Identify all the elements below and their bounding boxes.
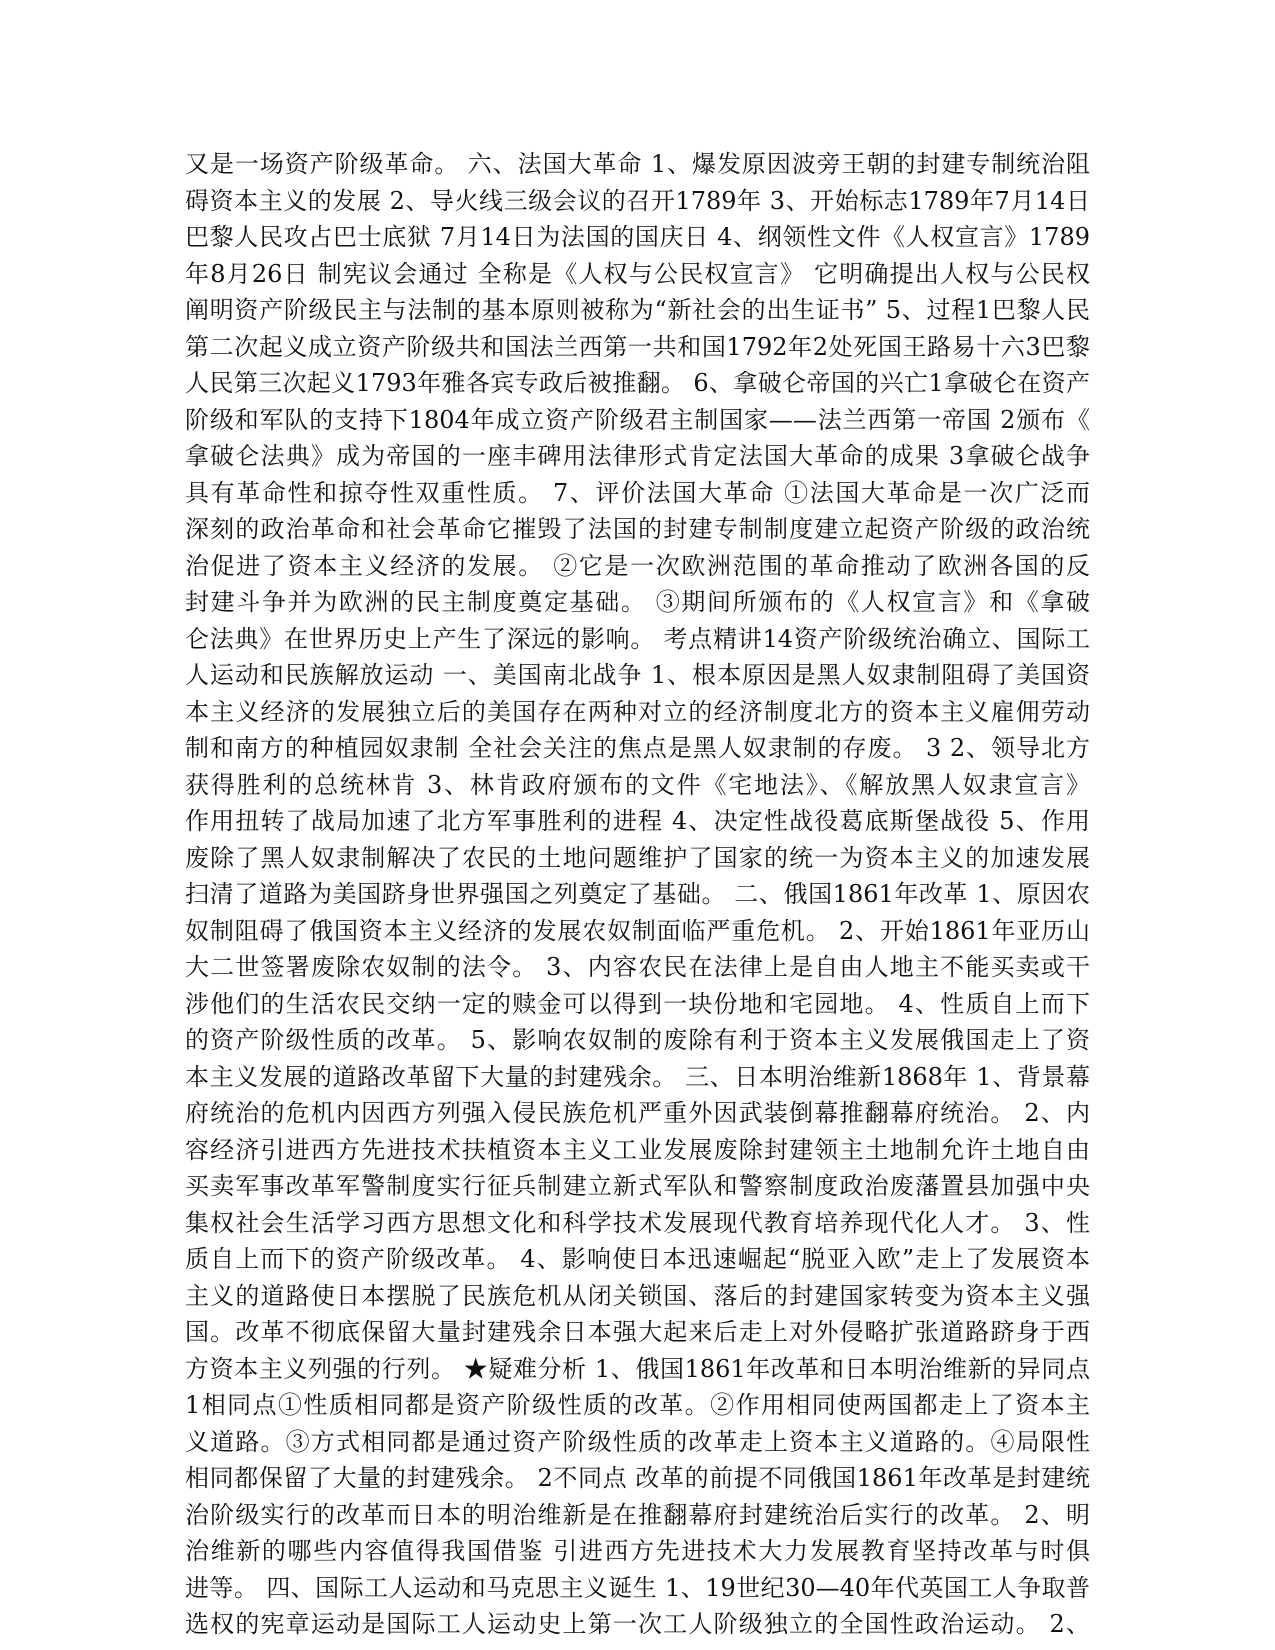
text-line: 本主义经济的发展独立后的美国存在两种对立的经济制度北方的资本主义雇佣劳动 [185,697,1090,726]
text-line: 府统治的危机内因西方列强入侵民族危机严重外因武装倒幕推翻幕府统治。 2、内 [185,1099,1090,1127]
text-line: 人民第三次起义1793年雅各宾专政后被推翻。 6、拿破仑帝国的兴亡1拿破仑在资产 [185,369,1090,397]
text-line: 的资产阶级性质的改革。 5、影响农奴制的废除有利于资本主义发展俄国走上了资 [185,1026,1090,1054]
text-line: 扫清了道路为美国跻身世界强国之列奠定了基础。 二、俄国1861年改革 1、原因农 [185,880,1090,908]
text-line: 碍资本主义的发展 2、导火线三级会议的召开1789年 3、开始标志1789年7月14日 [185,186,1090,215]
text-line: 方资本主义列强的行列。 ★疑难分析 1、俄国1861年改革和日本明治维新的异同点 [185,1354,1090,1383]
text-line: 年8月26日 制宪议会通过 全称是《人权与公民权宣言》 它明确提出人权与公民权 [185,259,1090,288]
text-line: 巴黎人民攻占巴士底狱 7月14日为法国的国庆日 4、纲领性文件《人权宣言》1789 [185,223,1090,251]
text-line: 选权的宪章运动是国际工人运动史上第一次工人阶级独立的全国性政治运动。 2、 [185,1610,1090,1638]
text-line: 人运动和民族解放运动 一、美国南北战争 1、根本原因是黑人奴隶制阻碍了美国资 [185,661,1090,689]
text-line: 集权社会生活学习西方思想文化和科学技术发展现代教育培养现代化人才。 3、性 [185,1208,1090,1237]
text-line: 治促进了资本主义经济的发展。 ②它是一次欧洲范围的革命推动了欧洲各国的反 [185,551,1090,580]
text-line: 相同都保留了大量的封建残余。 2不同点 改革的前提不同俄国1861年改革是封建统 [185,1464,1090,1492]
text-line: 阐明资产阶级民主与法制的基本原则被称为“新社会的出生证书” 5、过程1巴黎人民 [185,296,1090,324]
text-line: 进等。 四、国际工人运动和马克思主义诞生 1、19世纪30—40年代英国工人争取普 [185,1573,1090,1602]
text-line: 治维新的哪些内容值得我国借鉴 引进西方先进技术大力发展教育坚持改革与时俱 [185,1537,1090,1565]
text-line: 获得胜利的总统林肯 3、林肯政府颁布的文件《宅地法》、《解放黑人奴隶宣言》 [185,770,1090,799]
text-line: 容经济引进西方先进技术扶植资本主义工业发展废除封建领主土地制允许土地自由 [185,1135,1090,1164]
text-line: 买卖军事改革军警制度实行征兵制建立新式军队和警察制度政治废藩置县加强中央 [185,1172,1090,1200]
text-line: 废除了黑人奴隶制解决了农民的土地问题维护了国家的统一为资本主义的加速发展 [185,843,1090,872]
text-line: 涉他们的生活农民交纳一定的赎金可以得到一块份地和宅园地。 4、性质自上而下 [185,989,1090,1018]
text-line: 阶级和军队的支持下1804年成立资产阶级君主制国家——法兰西第一帝国 2颁布《 [185,405,1090,434]
text-line: 国。改革不彻底保留大量封建残余日本强大起来后走上对外侵略扩张道路跻身于西 [185,1318,1090,1346]
text-line: 制和南方的种植园奴隶制 全社会关注的焦点是黑人奴隶制的存废。 3 2、领导北方 [185,734,1090,762]
text-line: 主义的道路使日本摆脱了民族危机从闭关锁国、落后的封建国家转变为资本主义强 [185,1281,1090,1310]
text-line: 第二次起义成立资产阶级共和国法兰西第一共和国1792年2处死国王路易十六3巴黎 [185,332,1090,361]
text-line: 仑法典》在世界历史上产生了深远的影响。 考点精讲14资产阶级统治确立、国际工 [185,624,1090,653]
text-line: 大二世签署废除农奴制的法令。 3、内容农民在法律上是自由人地主不能买卖或干 [185,953,1090,981]
body-text [185,146,1090,1643]
text-line: 又是一场资产阶级革命。 六、法国大革命 1、爆发原因波旁王朝的封建专制统治阻 [185,150,1090,178]
text-line: 1相同点①性质相同都是资产阶级性质的改革。②作用相同使两国都走上了资本主 [185,1391,1090,1419]
text-line: 作用扭转了战局加速了北方军事胜利的进程 4、决定性战役葛底斯堡战役 5、作用 [185,807,1090,835]
text-line: 本主义发展的道路改革留下大量的封建残余。 三、日本明治维新1868年 1、背景幕 [185,1062,1090,1091]
text-line: 质自上而下的资产阶级改革。 4、影响使日本迅速崛起“脱亚入欧”走上了发展资本 [185,1245,1090,1273]
text-line: 治阶级实行的改革而日本的明治维新是在推翻幕府封建统治后实行的改革。 2、明 [185,1500,1090,1529]
text-line: 义道路。③方式相同都是通过资产阶级性质的改革走上资本主义道路的。④局限性 [185,1427,1090,1456]
text-line: 奴制阻碍了俄国资本主义经济的发展农奴制面临严重危机。 2、开始1861年亚历山 [185,916,1090,945]
text-line: 封建斗争并为欧洲的民主制度奠定基础。 ③期间所颁布的《人权宣言》和《拿破 [185,588,1090,616]
text-line: 拿破仑法典》成为帝国的一座丰碑用法律形式肯定法国大革命的成果 3拿破仑战争 [185,442,1090,470]
text-line: 深刻的政治革命和社会革命它摧毁了法国的封建专制制度建立起资产阶级的政治统 [185,515,1090,543]
text-line: 具有革命性和掠夺性双重性质。 7、评价法国大革命 ①法国大革命是一次广泛而 [185,478,1090,507]
